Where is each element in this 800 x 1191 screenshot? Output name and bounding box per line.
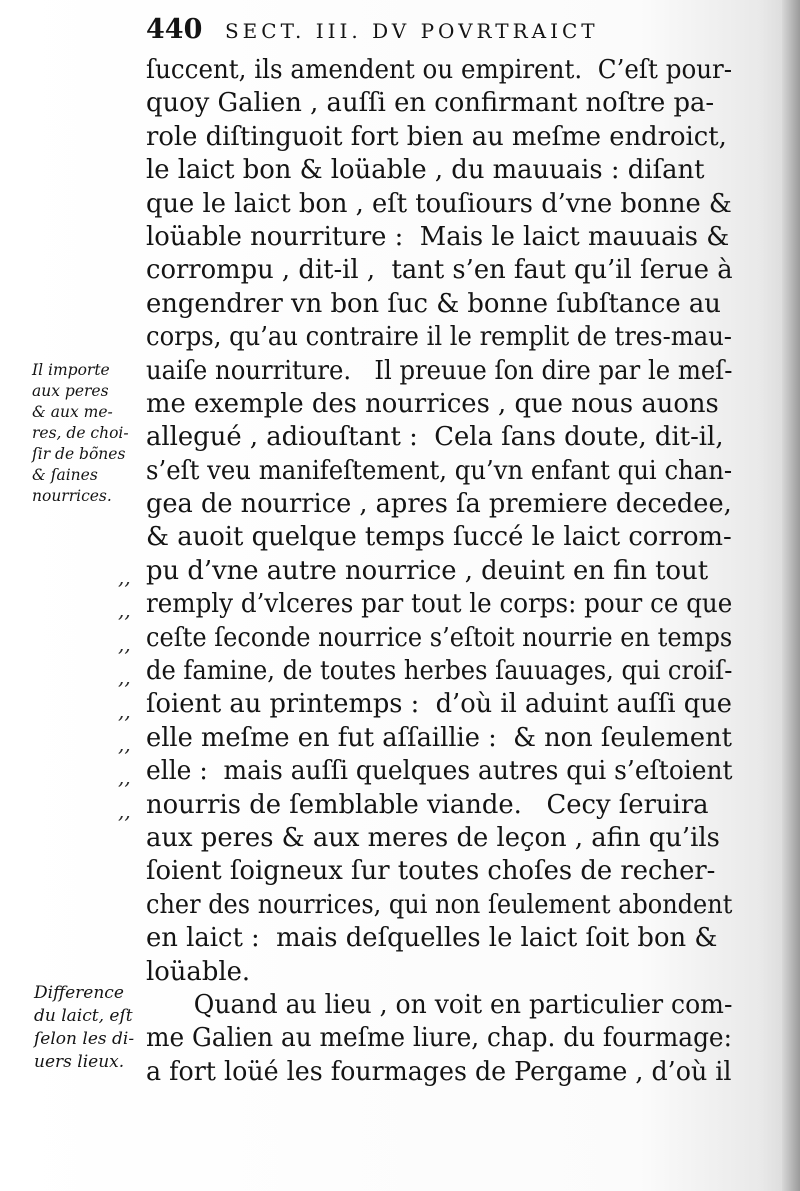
text-line: que le laict bon , eſt touſiours d’vne bonne & [146,188,732,219]
margin-note-line: Il importe [32,361,110,379]
text-line: ſoient ſoigneux ſur toutes choſes de recher- [146,856,716,887]
body-text [146,54,736,1089]
quote-mark: ,, [118,765,131,789]
text-line: Quand au lieu , on voit en particulier com- [146,989,733,1020]
text-line: en laict : mais deſquelles le laict ſoit bon & [146,923,718,954]
text-line: ſoient au printemps : d’où il aduint auſſi que [146,689,732,720]
text-line: de famine, de toutes herbes ſauuages, qui croiſ- [146,656,733,687]
quote-mark: ,, [118,632,131,656]
text-line: loüable. [146,956,251,987]
text-line: allegué , adiouſtant : Cela ſans doute, dit-il, [146,422,724,453]
text-line: elle meſme en fut aſſaillie : & non ſeulement [146,722,732,753]
text-line: s’eſt veu manifeſtement, qu’vn enfant qui chan- [146,455,733,486]
text-line: aux peres & aux meres de leçon , afin qu’ils [146,822,720,853]
text-line: corrompu , dit-il , tant s’en faut qu’il ſerue à [146,255,733,286]
margin-note-line: uers lieux. [34,1052,125,1072]
text-line: cher des nourrices, qui non ſeulement abondent [146,889,733,920]
page-header [146,14,706,54]
text-line: & auoit quelque temps ſuccé le laict corrom- [146,522,732,553]
text-line: uaiſe nourriture. Il preuue ſon dire par le meſ- [146,355,733,386]
text-line: nourris de ſemblable viande. Cecy ſeruira [146,789,709,820]
text-line: ſuccent, ils amendent ou empirent. C’eſt pour- [146,55,733,85]
margin-note-line: Difference [34,983,124,1003]
margin-note-line: ſir de bõnes [32,445,126,463]
text-line: engendrer vn bon ſuc & bonne ſubſtance au [146,288,721,319]
quote-mark: ,, [118,598,131,622]
quote-mark: ,, [118,799,131,823]
quote-mark: ,, [118,699,131,723]
quote-mark: ,, [118,732,131,756]
text-line: me exemple des nourrices , que nous auons [146,388,719,419]
margin-note-line: & aux me- [32,403,113,421]
margin-note-line: du laict, eſt [34,1006,133,1026]
margin-note-line: aux peres [32,382,109,400]
page-gutter-shadow [782,0,800,1191]
text-line: ceſte ſeconde nourrice s’eſtoit nourrie en temps [146,622,733,653]
text-line: remply d’vlceres par tout le corps: pour ce que [146,589,733,620]
quote-mark: ,, [118,565,131,589]
text-line: role diſtinguoit fort bien au meſme endroict, [146,121,727,152]
text-line: quoy Galien , auſſi en confirmant noſtre pa- [146,88,715,119]
margin-note-line: res, de choi- [32,424,129,442]
text-line: me Galien au meſme liure, chap. du fourmage: [146,1023,732,1054]
text-line: a fort loüé les fourmages de Pergame , d’où il [146,1056,732,1087]
text-line: le laict bon & loüable , du mauuais : diſant [146,155,705,186]
margin-note-line: nourrices. [32,487,112,505]
quote-mark: ,, [118,665,131,689]
margin-note-difference [34,982,134,1074]
running-head: SECT. III. DV POVRTRAICT [224,19,599,43]
margin-note-line: & ſaines [32,466,98,484]
margin-note-parents [32,360,129,507]
text-line: elle : mais auſſi quelques autres qui s’eſtoient [146,756,733,787]
text-line: pu d’vne autre nourrice , deuint en fin tout [146,555,709,586]
text-line: loüable nourriture : Mais le laict mauuais & [146,221,730,252]
text-line: gea de nourrice , apres ſa premiere decedee, [146,489,732,520]
text-line: corps, qu’au contraire il le remplit de tres-mau- [146,322,732,353]
margin-note-line: ſelon les di- [34,1029,135,1049]
page-number: 440 [146,14,203,45]
